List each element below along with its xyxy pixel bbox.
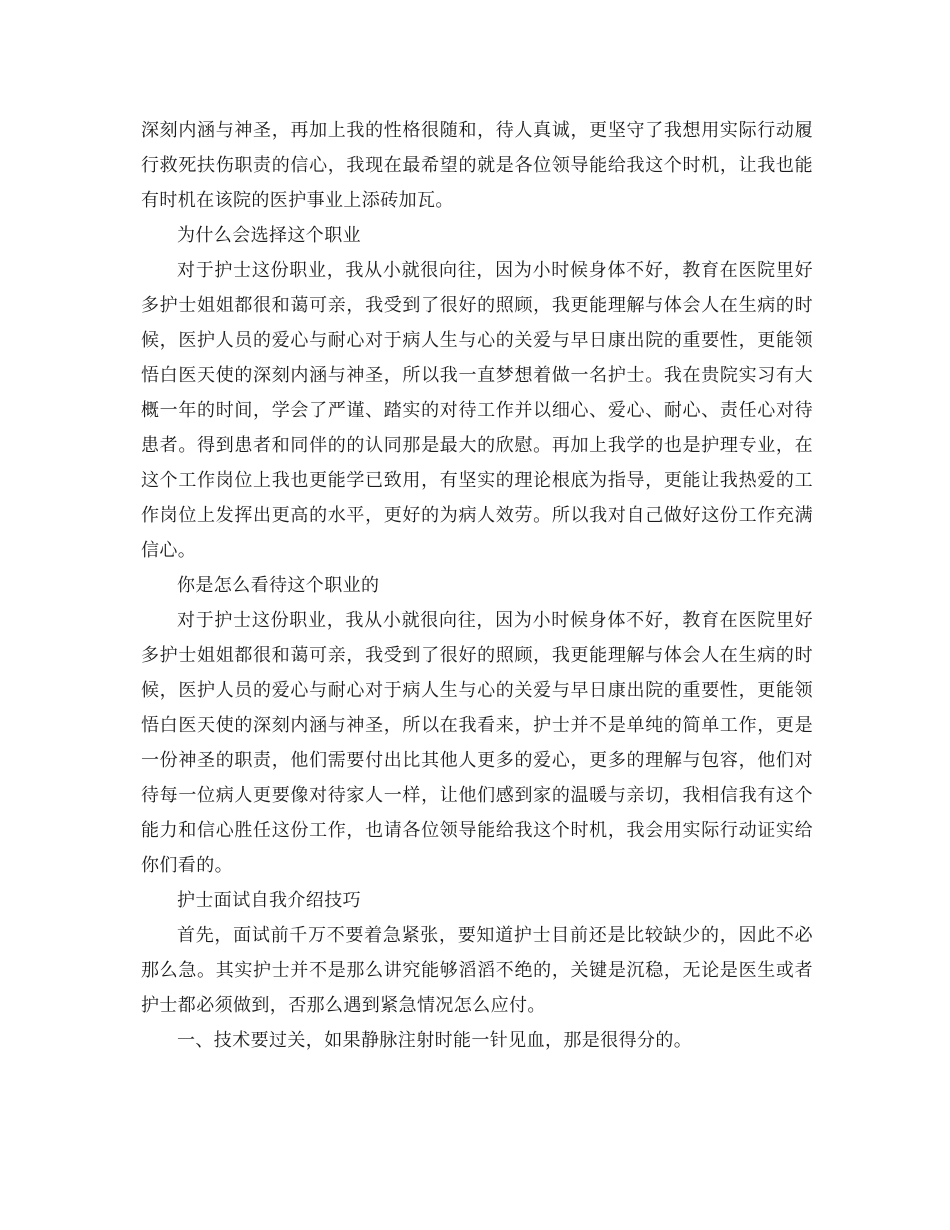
- paragraph-continuation: 深刻内涵与神圣，再加上我的性格很随和，待人真诚，更坚守了我想用实际行动履行救死扶伤职责的信心，我现在最希望的就是各位领导能给我这个时机，让我也能有时机在该院的医护事业上添砖加瓦。: [141, 120, 813, 211]
- paragraph: 首先，面试前千万不要着急紧张，要知道护士目前还是比较缺少的，因此不必那么急。其实护士并不是那么讲究能够滔滔不绝的，关键是沉稳，无论是医生或者护士都必须做到，否那么遇到紧急情况怎么应付。: [141, 925, 813, 1016]
- section-heading-tips: 护士面试自我介绍技巧: [177, 890, 361, 911]
- section-heading-how-view: 你是怎么看待这个职业的: [177, 575, 380, 596]
- section-heading-why-choose: 为什么会选择这个职业: [177, 225, 361, 246]
- paragraph: 一、技术要过关，如果静脉注射时能一针见血，那是很得分的。: [177, 1030, 693, 1051]
- paragraph: 对于护士这份职业，我从小就很向往，因为小时候身体不好，教育在医院里好多护士姐姐都很和蔼可亲，我受到了很好的照顾，我更能理解与体会人在生病的时候，医护人员的爱心与耐心对于病人生与心的关爱与早日康出院的重要性，更能领悟白医天使的深刻内涵与神圣，所以在我看来，护士并不是单纯的简单工作，更是一份神圣的职责，他们需要付出比其他人更多的爱心，更多的理解与包容，他们对待每一位病人更要像对待家人一样，让他们感到家的温暖与亲切，我相信我有这个能力和信心胜任这份工作，也请各位领导能给我这个时机，我会用实际行动证实给你们看的。: [141, 610, 813, 876]
- paragraph: 对于护士这份职业，我从小就很向往，因为小时候身体不好，教育在医院里好多护士姐姐都很和蔼可亲，我受到了很好的照顾，我更能理解与体会人在生病的时候，医护人员的爱心与耐心对于病人生与心的关爱与早日康出院的重要性，更能领悟白医天使的深刻内涵与神圣，所以我一直梦想着做一名护士。我在贵院实习有大概一年的时间，学会了严谨、踏实的对待工作并以细心、爱心、耐心、责任心对待患者。得到患者和同伴的的认同那是最大的欣慰。再加上我学的也是护理专业，在这个工作岗位上我也更能学已致用，有坚实的理论根底为指导，更能让我热爱的工作岗位上发挥出更高的水平，更好的为病人效劳。所以我对自己做好这份工作充满信心。: [141, 260, 813, 561]
- document-body: [141, 113, 813, 1058]
